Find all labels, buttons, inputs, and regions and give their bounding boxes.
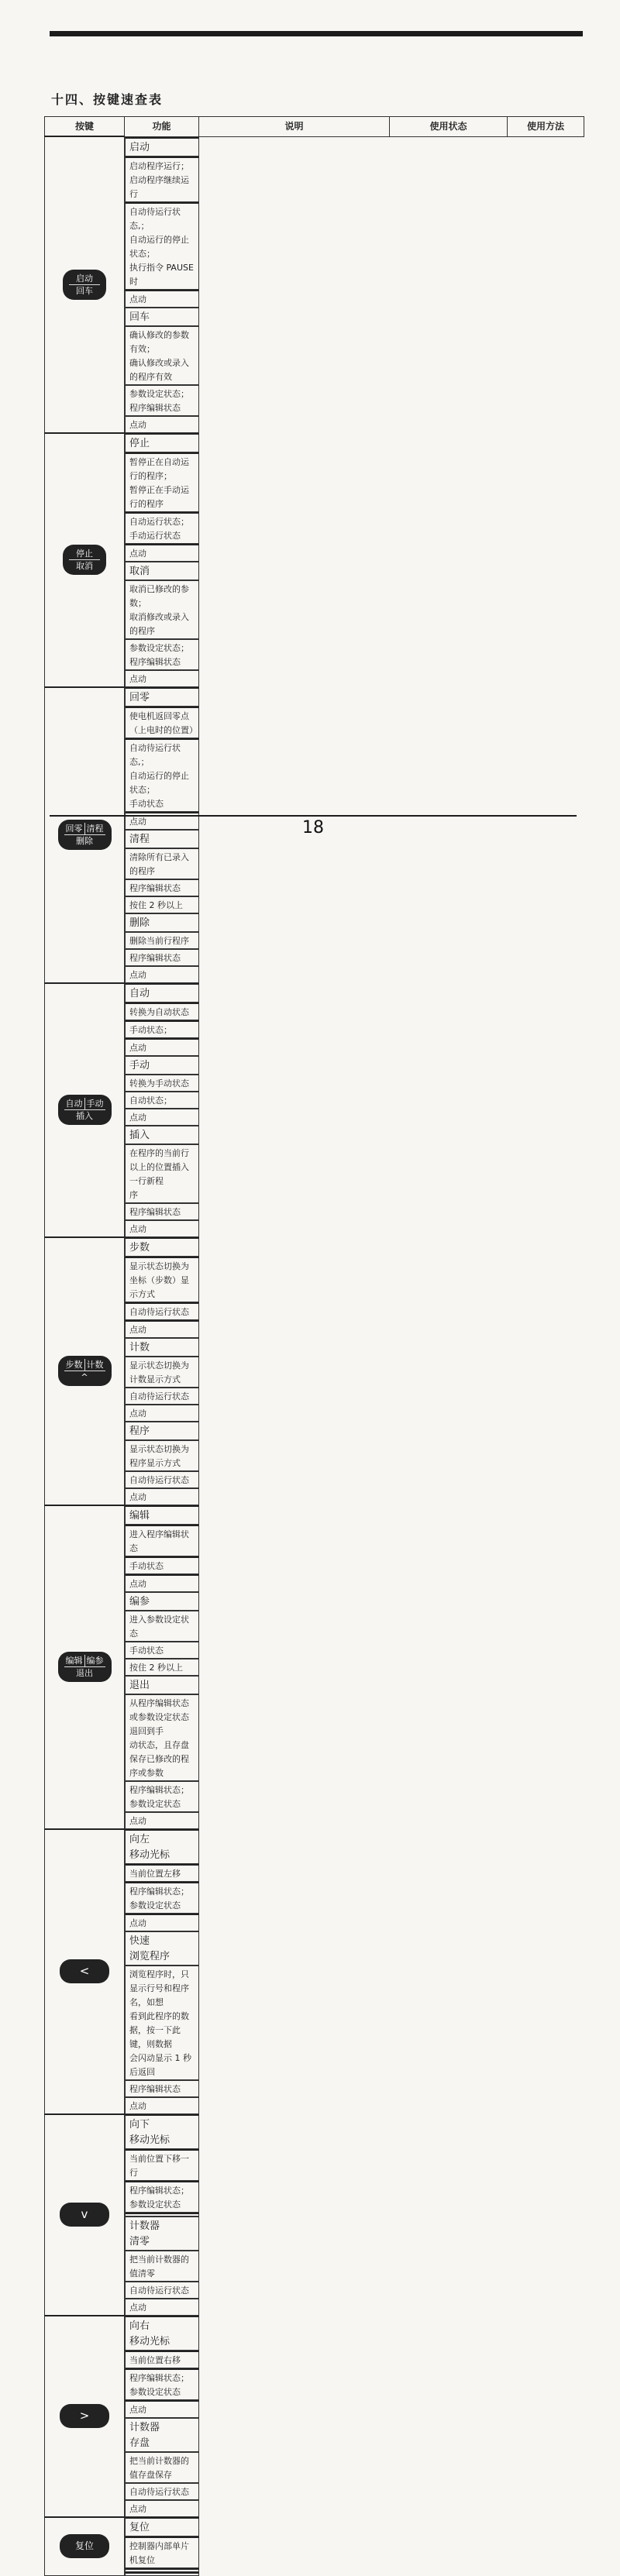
key-reference-table [44, 116, 584, 2576]
row-function: 快速 浏览程序 [125, 1931, 199, 1966]
table-header-row [45, 117, 584, 137]
table-row [45, 1056, 584, 1126]
header-key: 按键 [45, 117, 125, 137]
row-usage: 按住 2 秒以上 [125, 1659, 199, 1676]
left-arrow-key[interactable] [60, 1959, 109, 1983]
row-description: 显示状态切换为程序显示方式 [125, 1440, 199, 1471]
row-description: 转换为手动状态 [125, 1075, 199, 1092]
row-usage: 点动 [125, 1220, 199, 1237]
chevron-right-icon: > [79, 2409, 90, 2423]
row-function: 计数 [125, 1338, 199, 1357]
row-description: 暂停正在自动运行的程序； 暂停正在手动运行的程序 [125, 452, 199, 512]
row-usage: 点动 [125, 1320, 199, 1338]
key-cell [45, 2114, 125, 2316]
section-title: 十四、按键速查表 [51, 92, 164, 107]
row-state: 自动待运行状态 [125, 2483, 199, 2500]
table-row [45, 1422, 584, 1505]
row-function: 复位 [125, 2517, 199, 2536]
row-usage: 点动 [125, 2299, 199, 2316]
table-row [45, 1237, 584, 1338]
row-state: 手动状态 [125, 1556, 199, 1574]
key-cell [45, 1237, 125, 1505]
row-description: 显示状态切换为计数显示方式 [125, 1357, 199, 1388]
row-function: 退出 [125, 1676, 199, 1694]
row-state: 程序编辑状态； 参数设定状态 [125, 1882, 199, 1914]
table-row [45, 1829, 584, 1931]
row-state: 程序编辑状态； 参数设定状态 [125, 1781, 199, 1812]
row-description: 把当前计数器的值存盘保存 [125, 2452, 199, 2483]
table-row [45, 562, 584, 687]
row-state: 程序编辑状态 [125, 1203, 199, 1220]
table-row [45, 2316, 584, 2418]
row-usage: 点动 [125, 290, 199, 308]
table-row [45, 913, 584, 983]
key-cell [45, 433, 125, 687]
row-usage: 点动 [125, 1405, 199, 1422]
key-cell [45, 2517, 125, 2576]
row-function: 删除 [125, 913, 199, 932]
row-description: 进入参数设定状态 [125, 1611, 199, 1642]
row-description: 进入程序编辑状态 [125, 1525, 199, 1556]
row-usage: 点动 [125, 544, 199, 562]
row-description: 当前位置左移 [125, 1864, 199, 1882]
row-description: 控制器内部单片机复位 [125, 2536, 199, 2568]
row-description: 清除所有已录入的程序 [125, 848, 199, 879]
key-cell [45, 136, 125, 433]
row-state: 程序编辑状态； 参数设定状态 [125, 2181, 199, 2213]
row-usage: 点动 [125, 1488, 199, 1505]
row-usage: 点动 [125, 2097, 199, 2114]
row-state: 自动待运行状态 [125, 1471, 199, 1488]
table-row [45, 2217, 584, 2316]
row-description: 确认修改的参数有效； 确认修改或录入的程序有效 [125, 326, 199, 385]
header-function: 功能 [125, 117, 199, 137]
row-state: 自动待运行状态 [125, 2282, 199, 2299]
row-description: 取消已修改的参数； 取消修改或录入的程序 [125, 580, 199, 639]
row-function: 回车 [125, 308, 199, 326]
table-row [45, 2517, 584, 2576]
row-usage: 点动 [125, 2500, 199, 2517]
row-usage: 按住 2 秒以上 [125, 896, 199, 913]
row-description: 显示状态切换为坐标（步数）显示方式 [125, 1257, 199, 1302]
reset-key[interactable]: 复位 [60, 2534, 109, 2558]
table-row [45, 308, 584, 433]
row-description: 转换为自动状态 [125, 1003, 199, 1020]
row-usage: 点动 [125, 670, 199, 687]
key-cell [45, 983, 125, 1237]
row-usage: 点动 [125, 1812, 199, 1829]
auto-manual-insert-key[interactable]: 自动 手动 插入 [58, 1095, 112, 1125]
top-rule [50, 31, 583, 36]
row-function: 向右 移动光标 [125, 2316, 199, 2351]
row-state: 程序编辑状态； 参数设定状态 [125, 2368, 199, 2400]
row-description: 当前位置下移一行 [125, 2149, 199, 2181]
table-row [45, 1338, 584, 1422]
row-function: 回零 [125, 687, 199, 707]
row-usage: 点动 [125, 1038, 199, 1056]
row-state: 自动运行状态； 手动运行状态 [125, 512, 199, 544]
row-description: 删除当前行程序 [125, 932, 199, 949]
right-arrow-key[interactable] [60, 2404, 109, 2428]
header-description: 说明 [199, 117, 390, 137]
row-usage: 点动 [125, 1914, 199, 1931]
row-state: 自动状态； [125, 1092, 199, 1109]
table-row [45, 136, 584, 308]
row-function: 步数 [125, 1237, 199, 1257]
key-cell [45, 687, 125, 983]
row-function: 计数器 存盘 [125, 2418, 199, 2452]
chevron-up-icon: ^ [81, 1372, 88, 1382]
row-state: 自动待运行状态,； 自动运行的停止状态； 手动状态 [125, 738, 199, 812]
row-state: 程序编辑状态 [125, 2080, 199, 2097]
steps-count-up-key[interactable]: 步数 计数 ^ [58, 1356, 112, 1386]
row-usage: 点动 [125, 2400, 199, 2418]
table-row [45, 983, 584, 1056]
row-description: 启动程序运行； 启动程序继续运行 [125, 156, 199, 202]
chevron-down-icon: v [81, 2207, 88, 2221]
row-usage: 点动 [125, 966, 199, 983]
row-usage: 点动 [125, 812, 199, 830]
row-state: 程序编辑状态 [125, 949, 199, 966]
table-row [45, 1505, 584, 1592]
row-state: 程序编辑状态 [125, 879, 199, 896]
row-function: 程序 [125, 1422, 199, 1440]
row-state: 自动待运行状态 [125, 1388, 199, 1405]
row-state: 手动状态； [125, 1020, 199, 1038]
table-row [45, 2418, 584, 2517]
row-state: 手动状态 [125, 1642, 199, 1659]
row-description: 浏览程序时，只显示行号和程序名，如想 看到此程序的数据，按一下此键，则数据 会闪动显示 1 秒后返回 [125, 1966, 199, 2080]
edit-param-exit-key[interactable]: 编辑 编参 退出 [58, 1652, 112, 1682]
row-description: 当前位置右移 [125, 2351, 199, 2368]
row-function: 启动 [125, 137, 199, 156]
chevron-left-icon: < [79, 1964, 90, 1978]
row-function: 清程 [125, 830, 199, 848]
table-row [45, 433, 584, 562]
page-number: 18 [302, 818, 324, 837]
home-clear-delete-key[interactable]: 回零 清程 删除 [58, 820, 112, 850]
header-usage: 使用方法 [508, 117, 584, 137]
table-row [45, 1676, 584, 1829]
row-usage: 点动 [125, 416, 199, 433]
row-state: 自动待运行状态,； 自动运行的停止状态； 执行指令 PAUSE 时 [125, 202, 199, 290]
row-function: 计数器 清零 [125, 2217, 199, 2251]
table-row [45, 830, 584, 913]
row-function: 向下 移动光标 [125, 2114, 199, 2149]
table-row [45, 1126, 584, 1237]
key-cell [45, 2316, 125, 2517]
row-usage [125, 2572, 199, 2576]
table-row [45, 687, 584, 830]
row-usage: 点动 [125, 1109, 199, 1126]
row-description: 从程序编辑状态或参数设定状态退回到手 动状态，且存盘保存已修改的程序或参数 [125, 1694, 199, 1781]
key-cell [45, 1505, 125, 1829]
row-function: 插入 [125, 1126, 199, 1144]
table-row [45, 1931, 584, 2114]
row-usage: 点动 [125, 1574, 199, 1592]
start-enter-key[interactable]: 启动 回车 [63, 270, 106, 300]
row-function: 停止 [125, 433, 199, 452]
row-description: 把当前计数器的值清零 [125, 2251, 199, 2282]
row-state: 自动待运行状态 [125, 1302, 199, 1320]
row-function: 取消 [125, 562, 199, 580]
row-function: 手动 [125, 1056, 199, 1075]
bottom-rule [50, 815, 577, 817]
row-state: 参数设定状态； 程序编辑状态 [125, 639, 199, 670]
row-description: 使电机返回零点（上电时的位置） [125, 707, 199, 738]
header-state: 使用状态 [390, 117, 508, 137]
table-row [45, 2114, 584, 2217]
row-function: 向左 移动光标 [125, 1829, 199, 1864]
key-cell [45, 1829, 125, 2114]
row-description: 在程序的当前行以上的位置插入一行新程 序 [125, 1144, 199, 1203]
row-function: 编参 [125, 1592, 199, 1611]
table-row [45, 1592, 584, 1676]
row-function: 自动 [125, 983, 199, 1003]
row-function: 编辑 [125, 1505, 199, 1525]
stop-cancel-key[interactable]: 停止 取消 [63, 545, 106, 575]
row-state: 参数设定状态； 程序编辑状态 [125, 385, 199, 416]
down-arrow-key[interactable] [60, 2203, 109, 2227]
